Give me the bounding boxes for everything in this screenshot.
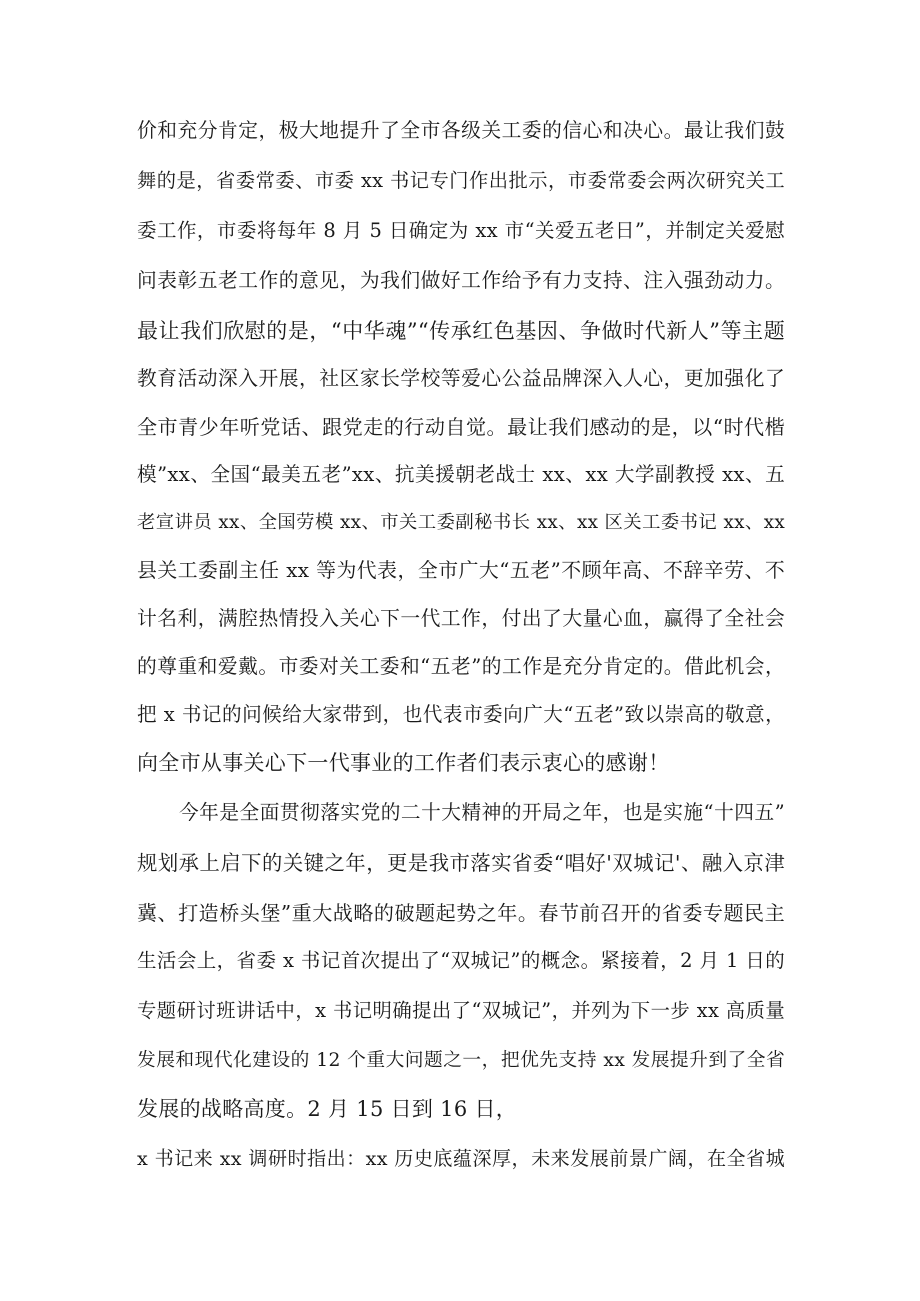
text-line: 教育活动深入开展，社区家长学校等爱心公益品牌深入人心，更加强化了: [137, 367, 785, 390]
text-line: 专题研讨班讲话中，x 书记明确提出了“双城记”，并列为下一步 xx 高质量: [137, 999, 785, 1022]
text-line: 把 x 书记的问候给大家带到，也代表市委向广大“五老”致以崇高的敬意，: [137, 703, 785, 726]
text-line: 发展和现代化建设的 12 个重大问题之一，把优先支持 xx 发展提升到了全省: [137, 1050, 785, 1071]
text-line: 规划承上启下的关键之年，更是我市落实省委“唱好'双城记'、融入京津: [137, 851, 785, 875]
text-line: 向全市从事关心下一代事业的工作者们表示衷心的感谢！: [137, 751, 670, 775]
text-line: 委工作，市委将每年 8 月 5 日确定为 xx 市“关爱五老日”，并制定关爱慰: [137, 219, 785, 242]
text-line: 县关工委副主任 xx 等为代表，全市广大“五老”不顾年高、不辞辛劳、不: [137, 559, 785, 582]
text-line: x 书记来 xx 调研时指出：xx 历史底蕴深厚，未来发展前景广阔，在全省城: [137, 1148, 785, 1170]
text-line: 冀、打造桥头堡”重大战略的破题起势之年。春节前召开的省委专题民主: [137, 901, 785, 925]
text-line: 全市青少年听党话、跟党走的行动自觉。最让我们感动的是，以“时代楷: [137, 415, 785, 439]
text-line: 舞的是，省委常委、市委 xx 书记专门作出批示，市委常委会两次研究关工: [137, 169, 785, 192]
text-line: 价和充分肯定，极大地提升了全市各级关工委的信心和决心。最让我们鼓: [137, 119, 785, 142]
text-line: 发展的战略高度。2 月 15 日到 16 日，: [137, 1097, 518, 1121]
text-line: 今年是全面贯彻落实党的二十大精神的开局之年，也是实施“十四五”: [179, 801, 785, 824]
text-line: 模”xx、全国“最美五老”xx、抗美援朝老战士 xx、xx 大学副教授 xx、五: [137, 463, 785, 486]
text-line: 问表彰五老工作的意见，为我们做好工作给予有力支持、注入强劲动力。: [137, 269, 785, 292]
text-line: 的尊重和爱戴。市委对关工委和“五老”的工作是充分肯定的。借此机会，: [137, 655, 785, 678]
text-line: 老宣讲员 xx、全国劳模 xx、市关工委副秘书长 xx、xx 区关工委书记 xx、xx: [137, 512, 785, 533]
text-line: 计名利，满腔热情投入关心下一代工作，付出了大量心血，赢得了全社会: [137, 607, 785, 630]
text-line: 生活会上，省委 x 书记首次提出了“双城记”的概念。紧接着，2 月 1 日的: [137, 949, 785, 972]
text-line: 最让我们欣慰的是，“中华魂”“传承红色基因、争做时代新人”等主题: [137, 319, 785, 343]
